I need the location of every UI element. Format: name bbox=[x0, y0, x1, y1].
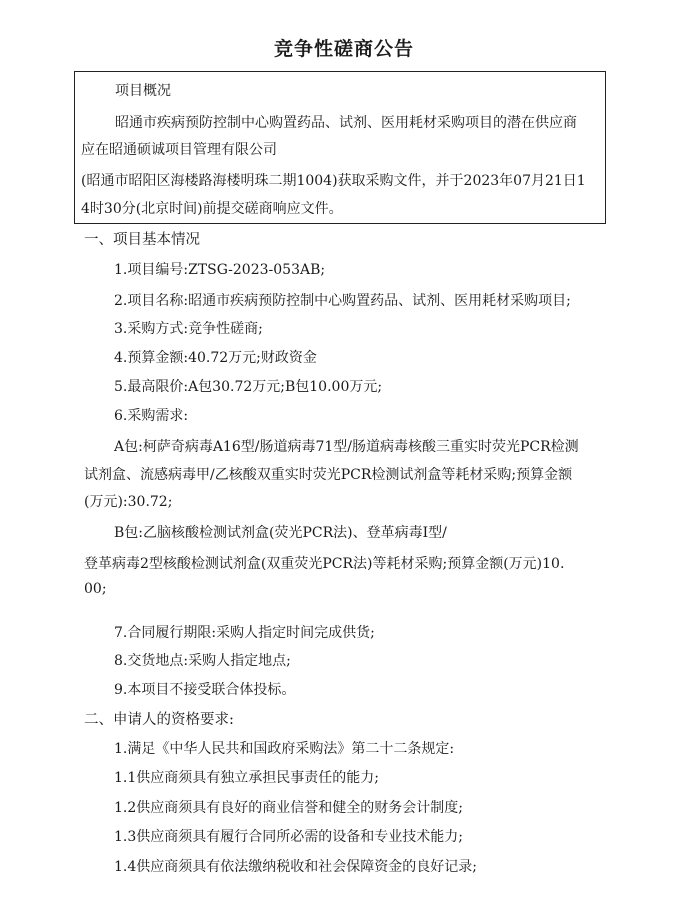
overview-line: 昭通市疾病预防控制中心购置药品、试剂、医用耗材采购项目的潜在供应商 bbox=[115, 115, 577, 131]
list-item: 3.采购方式:竞争性磋商; bbox=[114, 321, 263, 337]
list-item: 9.本项目不接受联合体投标。 bbox=[114, 682, 296, 698]
list-item: 1.满足《中华人民共和国政府采购法》第二十二条规定: bbox=[114, 741, 455, 757]
overview-heading: 项目概况 bbox=[115, 83, 171, 99]
document-title: 竞争性磋商公告 bbox=[273, 38, 414, 60]
overview-box bbox=[74, 71, 606, 224]
list-item: 7.合同履行期限:采购人指定时间完成供货; bbox=[114, 625, 375, 641]
list-item: 1.4供应商须具有依法缴纳税收和社会保障资金的良好记录; bbox=[114, 859, 477, 875]
package-a-line: A包:柯萨奇病毒A16型/肠道病毒71型/肠道病毒核酸三重实时荧光PCR检测 bbox=[114, 439, 579, 455]
list-item: 5.最高限价:A包30.72万元;B包10.00万元; bbox=[114, 379, 383, 395]
list-item: 2.项目名称:昭通市疾病预防控制中心购置药品、试剂、医用耗材采购项目; bbox=[114, 293, 571, 309]
overview-line: 4时30分(北京时间)前提交磋商响应文件。 bbox=[81, 201, 343, 217]
list-item: 1.1供应商须具有独立承担民事责任的能力; bbox=[114, 770, 379, 786]
section-heading: 一、项目基本情况 bbox=[84, 232, 200, 248]
package-b-line: B包:乙脑核酸检测试剂盒(荧光PCR法)、登革病毒I型/ bbox=[114, 525, 447, 541]
package-a-line: 试剂盒、流感病毒甲/乙核酸双重实时荧光PCR检测试剂盒等耗材采购;预算金额 bbox=[84, 467, 573, 483]
overview-line: 应在昭通硕诚项目管理有限公司 bbox=[81, 142, 277, 158]
list-item: 1.3供应商须具有履行合同所必需的设备和专业技术能力; bbox=[114, 829, 463, 845]
overview-line: (昭通市昭阳区海楼路海楼明珠二期1004)获取采购文件，并于2023年07月21日1 bbox=[81, 173, 586, 189]
list-item: 8.交货地点:采购人指定地点; bbox=[114, 653, 291, 669]
package-a-line: (万元):30.72; bbox=[84, 494, 173, 510]
list-item: 1.项目编号:ZTSG-2023-053AB; bbox=[114, 262, 326, 278]
list-item: 6.采购需求: bbox=[114, 408, 189, 424]
package-b-line: 登革病毒2型核酸检测试剂盒(双重荧光PCR法)等耗材采购;预算金额(万元)10. bbox=[84, 556, 565, 572]
package-b-line: 00; bbox=[84, 581, 107, 597]
list-item: 4.预算金额:40.72万元;财政资金 bbox=[114, 350, 317, 366]
section-heading: 二、申请人的资格要求: bbox=[84, 712, 234, 728]
list-item: 1.2供应商须具有良好的商业信誉和健全的财务会计制度; bbox=[114, 800, 463, 816]
